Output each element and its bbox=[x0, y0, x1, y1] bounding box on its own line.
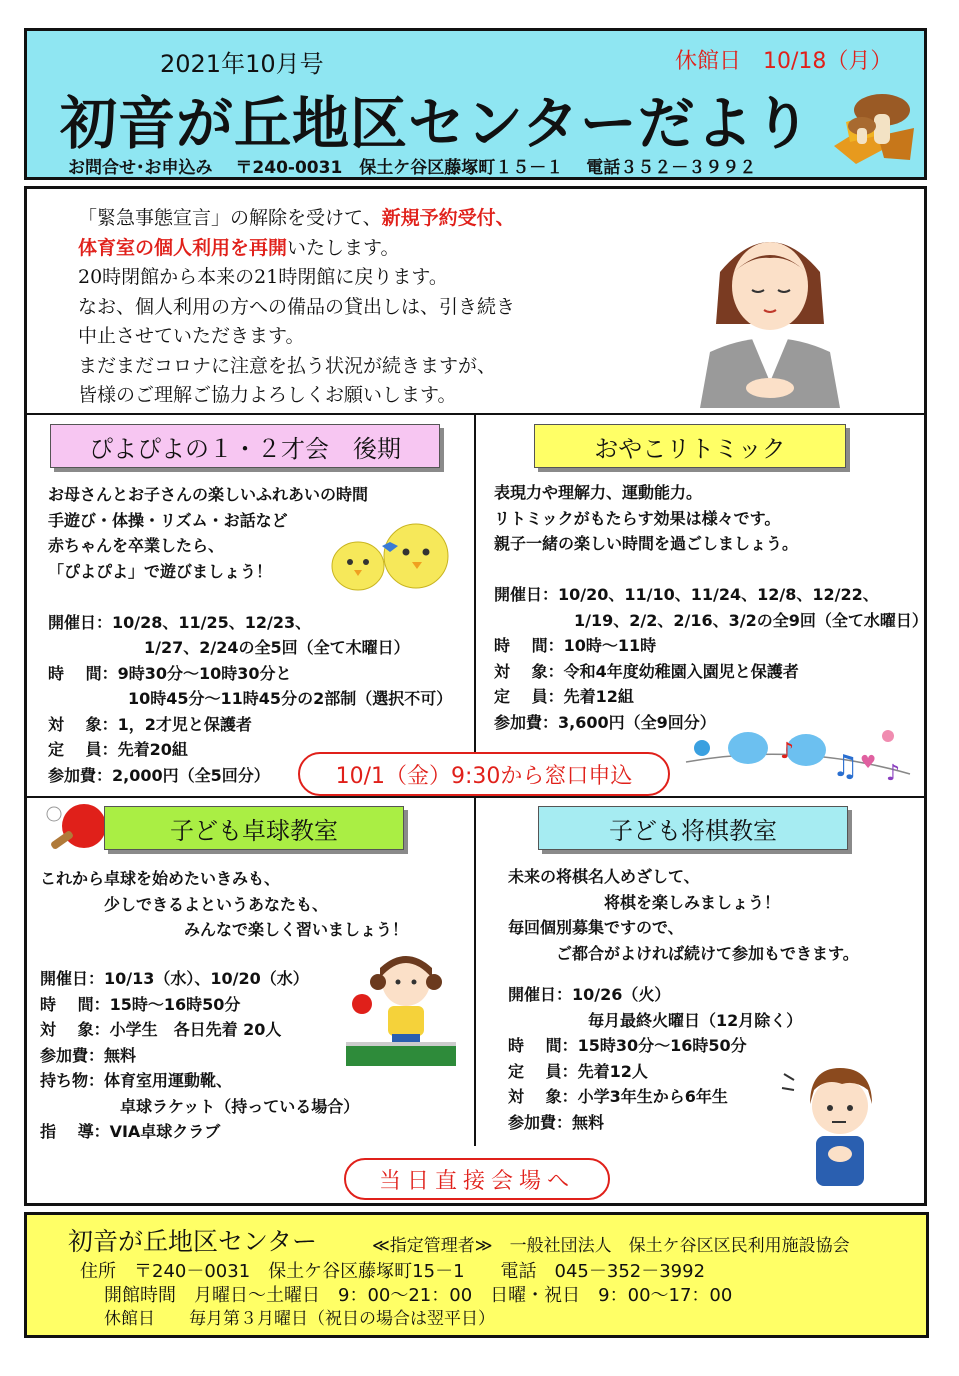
piyo-title: ぴよぴよの１・２才会 後期 bbox=[50, 424, 440, 468]
hours-line: 開館時間 月曜日～土曜日 9：00～21：00 日曜・祝日 9：00～17：00 bbox=[104, 1285, 733, 1306]
pingpong-title: 子ども卓球教室 bbox=[104, 806, 404, 850]
boy-thinking-icon bbox=[780, 1054, 890, 1188]
direct-venue-badge: 当日直接会場へ bbox=[344, 1158, 610, 1200]
pingpong-details: 開催日：10/13（水）、10/20（水） 時 間：15時～16時50分 対 象：小学生 各日先着 20人 参加費：無料 持ち物：体育室用運動靴、 卓球ラケット（持っている場合） 指 導：VIA卓球クラブ bbox=[40, 969, 360, 1141]
shogi-intro: 未来の将棋名人めざして、 将棋を楽しみましょう！ 毎回個別募集ですので、 ご都合がよければ続けて参加もできます。 bbox=[508, 867, 859, 963]
newsletter-title: 初音が丘地区センターだより bbox=[60, 91, 812, 157]
svg-text:♫: ♫ bbox=[832, 749, 859, 784]
issue-date: 2021年10月号 bbox=[160, 50, 324, 78]
divider bbox=[474, 798, 476, 1146]
svg-text:♪: ♪ bbox=[886, 761, 901, 786]
divider bbox=[474, 415, 476, 775]
svg-text:♪: ♪ bbox=[780, 739, 795, 764]
announcement-text: 「緊急事態宣言」の解除を受けて、新規予約受付、 体育室の個人利用を再開いたします。 20時閉館から本来の21時閉館に戻ります。 なお、個人利用の方への備品の貸出しは、引き続き 中止させていただきます。 まだまだコロナに注意を払う状況が続きますが、 皆様のご理解ご協力よろしくお願いします。 bbox=[78, 207, 516, 406]
rhythmic-title: おやこリトミック bbox=[534, 424, 846, 468]
shogi-details: 開催日：10/26（火） 毎月最終火曜日（12月除く） 時 間：15時30分～16時50分 定 員：先着12人 対 象：小学3年生から6年生 参加費：無料 bbox=[508, 985, 803, 1132]
address-line: 住所 〒240－0031 保土ケ谷区藤塚町15－1 電話 045－352－3992 bbox=[80, 1261, 706, 1282]
closed-line: 休館日 毎月第３月曜日（祝日の場合は翌平日） bbox=[104, 1309, 495, 1329]
pingpong-intro: これから卓球を始めたいきみも、 少しできるよというあなたも、 みんなで楽しく習いましょう！ bbox=[40, 869, 409, 939]
chicks-icon bbox=[326, 520, 452, 594]
contact-line: お問合せ･お申込み 〒240-0031 保土ケ谷区藤塚町１５－１ 電話３５２－３９９２ bbox=[68, 158, 757, 178]
mushroom-leaves-icon bbox=[826, 86, 918, 166]
rhythmic-details: 表現力や理解力、運動能力。 リトミックがもたらす効果は様々です。 親子一緒の楽しい時間を過ごしましょう。 開催日：10/20、11/10、11/24、12/8、12/22、 1/19、2/2、2/16、3/2の全9回（全て水曜日） 時 間：10時～11時 対 象：令和4年度幼稚園入園児と保護者 定 員：先着12組 参加費：3,600円（全9回分） bbox=[494, 483, 928, 732]
piyo-details: お母さんとお子さんの楽しいふれあいの時間 手遊び・体操・リズム・お話など 赤ちゃんを卒業したら、 「ぴよぴよ」で遊びましょう！ 開催日：10/28、11/25、12/23、 1/27、2/24の全5回（全て木曜日） 時 間：9時30分～10時30分と 10時45分～11時45分の2部制（選択不可） 対 象：1，2才児と保護者 定 員：先着20組 参加費：2,000円（全5回分） bbox=[48, 485, 453, 785]
apply-notice-badge: 10/1（金）9:30から窓口申込 bbox=[298, 752, 670, 796]
manager-line: ≪指定管理者≫ 一般社団法人 保土ケ谷区区民利用施設協会 bbox=[372, 1236, 850, 1256]
center-name: 初音が丘地区センター bbox=[68, 1227, 318, 1256]
music-animals-icon bbox=[682, 718, 914, 790]
girl-pingpong-icon bbox=[346, 948, 456, 1070]
shogi-title: 子ども将棋教室 bbox=[538, 806, 848, 850]
woman-bowing-icon bbox=[690, 212, 850, 408]
svg-text:♥: ♥ bbox=[860, 752, 877, 773]
closed-day: 休館日 10/18（月） bbox=[675, 49, 893, 74]
